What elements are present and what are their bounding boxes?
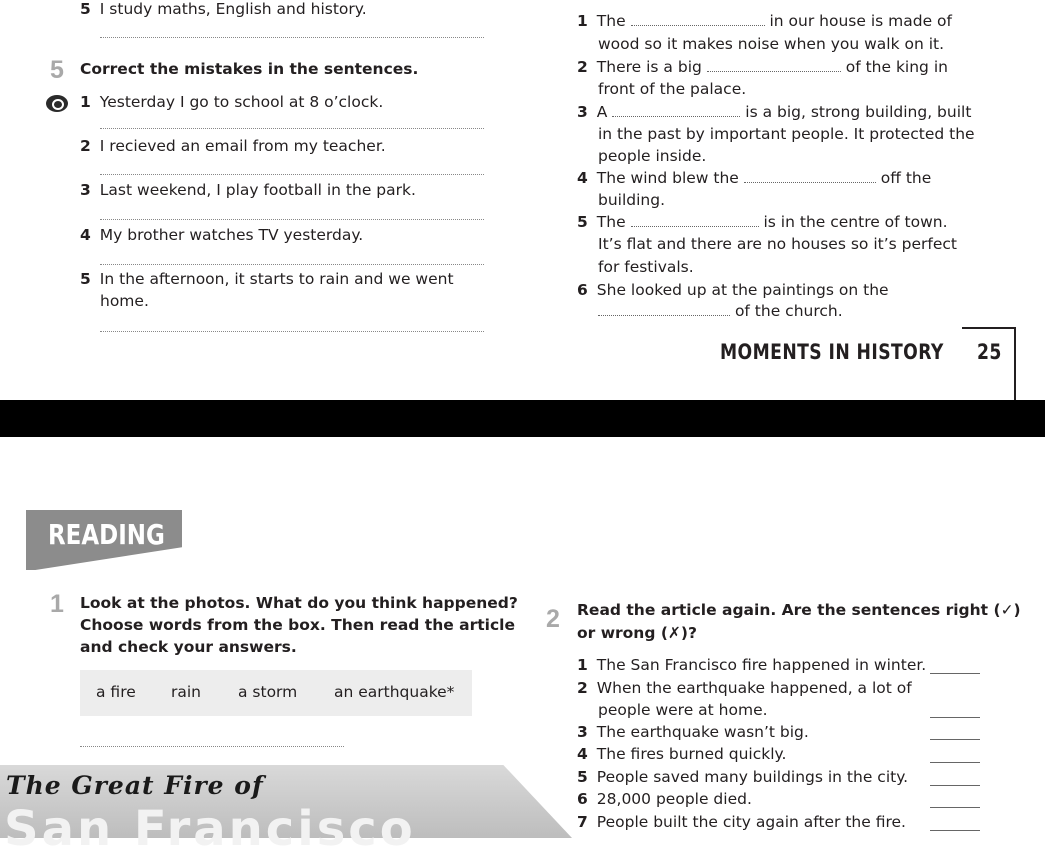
answer-line[interactable] <box>930 673 980 674</box>
exercise-instruction-line: Look at the photos. What do you think happened? <box>80 594 518 612</box>
item-text: My brother watches TV yesterday. <box>99 226 364 244</box>
item-text: I study maths, English and history. <box>99 0 367 18</box>
item-number: 1 <box>80 93 91 111</box>
exercise-number: 5 <box>50 56 64 84</box>
page-divider-band <box>0 400 1045 437</box>
item-text: She looked up at the paintings on the <box>596 281 889 299</box>
vocab-item-2 <box>577 56 948 78</box>
item-text: is in the centre of town. <box>763 213 948 231</box>
article-title: The Great Fire of <box>6 771 264 800</box>
answer-blank[interactable] <box>631 24 765 26</box>
item-text: The earthquake wasn’t big. <box>596 723 809 741</box>
answer-line[interactable] <box>100 37 484 38</box>
item-number: 4 <box>80 226 91 244</box>
item-number: 5 <box>80 0 91 18</box>
item-text-continued: home. <box>100 292 149 310</box>
answer-line[interactable] <box>930 785 980 786</box>
item-text: The San Francisco fire happened in winter. <box>596 656 927 674</box>
item-text: of the church. <box>734 302 843 320</box>
correction-item-2 <box>80 135 386 157</box>
item-text-continued: building. <box>598 191 666 209</box>
item-text: The <box>596 12 626 30</box>
exercise-instruction-line: Choose words from the box. Then read the article <box>80 616 515 634</box>
answer-line[interactable] <box>930 807 980 808</box>
exercise-instruction-line: Read the article again. Are the sentences right (✓) <box>577 601 1021 619</box>
item-text: 28,000 people died. <box>596 790 752 808</box>
rw-item-4 <box>577 743 786 765</box>
rw-item-1 <box>577 654 926 676</box>
vocab-item-3 <box>577 101 971 123</box>
item-number: 5 <box>577 768 588 786</box>
item-text: When the earthquake happened, a lot of <box>596 679 912 697</box>
item-text: The wind blew the <box>596 169 739 187</box>
answer-blank[interactable] <box>598 314 730 316</box>
item-text-continued: wood so it makes noise when you walk on it. <box>598 35 945 53</box>
item-number: 5 <box>80 270 91 288</box>
vocab-item-4 <box>577 167 931 189</box>
vocab-item-1 <box>577 10 952 32</box>
item-5-prev <box>80 0 367 20</box>
word-option: a fire <box>96 683 136 701</box>
correction-item-1 <box>80 91 383 113</box>
item-number: 1 <box>577 656 588 674</box>
word-option: a storm <box>238 683 298 701</box>
page-number: 25 <box>977 340 1002 364</box>
item-number: 2 <box>577 679 588 697</box>
answer-blank[interactable] <box>707 70 841 72</box>
item-text: in our house is made of <box>769 12 952 30</box>
item-text-continued: front of the palace. <box>598 80 747 98</box>
item-text: Yesterday I go to school at 8 o’clock. <box>99 93 384 111</box>
item-number: 4 <box>577 745 588 763</box>
answer-line[interactable] <box>80 746 344 747</box>
rw-item-2 <box>577 677 912 699</box>
item-text: off the <box>880 169 932 187</box>
unit-title: MOMENTS IN HISTORY <box>720 340 944 364</box>
item-text: A <box>596 103 608 121</box>
item-text: is a big, strong building, built <box>745 103 972 121</box>
item-number: 6 <box>577 790 588 808</box>
item-number: 3 <box>577 103 588 121</box>
answer-line[interactable] <box>100 128 484 129</box>
word-option: an earthquake* <box>334 683 455 701</box>
item-text: The <box>596 213 626 231</box>
item-text: People built the city again after the fire. <box>596 813 906 831</box>
item-number: 2 <box>577 58 588 76</box>
item-text: Last weekend, I play football in the park. <box>99 181 416 199</box>
word-box <box>80 670 472 716</box>
exercise-instruction-line: or wrong (✗)? <box>577 624 697 642</box>
item-text: People saved many buildings in the city. <box>596 768 909 786</box>
example-icon <box>46 95 68 112</box>
answer-line[interactable] <box>100 219 484 220</box>
item-number: 2 <box>80 137 91 155</box>
word-option: rain <box>171 683 202 701</box>
rw-item-7 <box>577 811 906 833</box>
answer-line[interactable] <box>930 830 980 831</box>
answer-line[interactable] <box>100 174 484 175</box>
item-text-continued: It’s flat and there are no houses so it’s perfect <box>598 235 957 253</box>
item-number: 3 <box>80 181 91 199</box>
correction-item-5 <box>80 268 454 290</box>
item-text: The fires burned quickly. <box>596 745 787 763</box>
item-text: I recieved an email from my teacher. <box>99 137 386 155</box>
item-number: 4 <box>577 169 588 187</box>
answer-line[interactable] <box>100 331 484 332</box>
item-text-continued: for festivals. <box>598 258 694 276</box>
answer-line[interactable] <box>100 264 484 265</box>
answer-line[interactable] <box>930 762 980 763</box>
answer-line[interactable] <box>930 739 980 740</box>
item-text-continued: in the past by important people. It protected the <box>598 125 975 143</box>
rw-item-5 <box>577 766 908 788</box>
vocab-item-6 <box>577 279 889 301</box>
item-text-continued: people were at home. <box>598 701 768 719</box>
item-number: 1 <box>577 12 588 30</box>
item-number: 7 <box>577 813 588 831</box>
exercise-number: 2 <box>546 605 560 633</box>
answer-line[interactable] <box>930 717 980 718</box>
item-text: In the afternoon, it starts to rain and we went <box>99 270 454 288</box>
exercise-number: 1 <box>50 590 64 618</box>
vocab-item-5 <box>577 211 948 233</box>
item-text-continued: people inside. <box>598 147 707 165</box>
rw-item-6 <box>577 788 752 810</box>
exercise-instruction: Correct the mistakes in the sentences. <box>80 60 419 78</box>
item-number: 6 <box>577 281 588 299</box>
item-number: 3 <box>577 723 588 741</box>
correction-item-4 <box>80 224 363 246</box>
rw-item-3 <box>577 721 809 743</box>
exercise-instruction-line: and check your answers. <box>80 638 297 656</box>
page-corner-line <box>962 327 1016 401</box>
item-text: There is a big <box>596 58 702 76</box>
article-title-large: San Francisco <box>4 801 416 857</box>
answer-blank[interactable] <box>631 225 759 227</box>
reading-badge-label: READING <box>48 518 165 551</box>
answer-blank[interactable] <box>612 115 740 117</box>
answer-blank[interactable] <box>744 181 876 183</box>
correction-item-3 <box>80 179 416 201</box>
item-text: of the king in <box>845 58 948 76</box>
item-number: 5 <box>577 213 588 231</box>
item-text-continued <box>598 300 843 322</box>
